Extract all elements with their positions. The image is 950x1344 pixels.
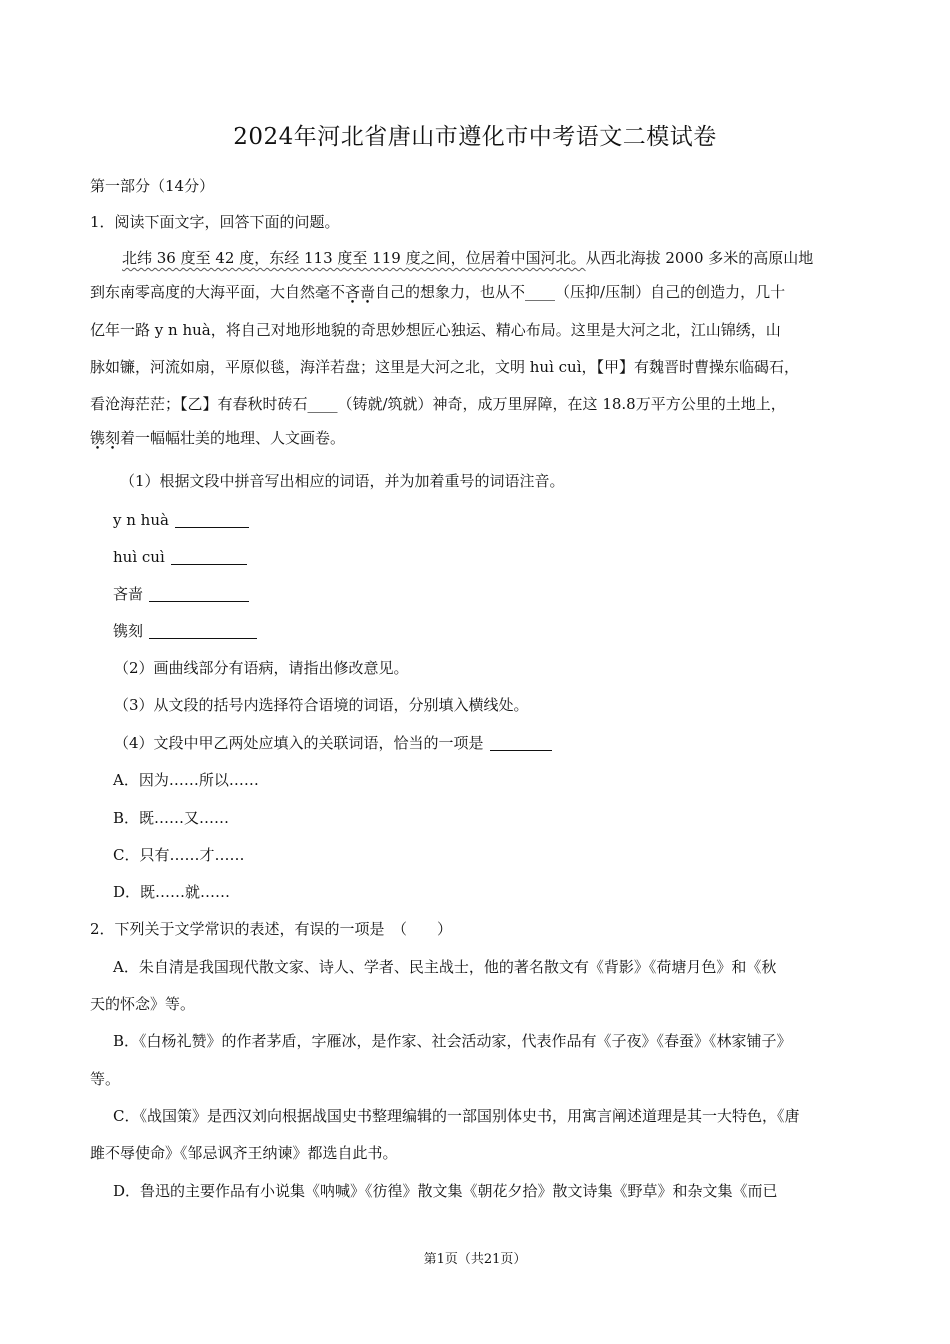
question-1-stem: 1．阅读下面文字，回答下面的问题。	[90, 213, 340, 231]
passage-line-2	[90, 282, 860, 302]
fill-item-3	[113, 584, 860, 604]
passage-line-4: 脉如镰，河流如扇，平原似毯，海洋若盘；这里是大河之北，文明 huì cuì，【甲】有魏晋时曹操东临碣石，	[90, 358, 800, 376]
fill-label: huì cuì	[113, 548, 165, 566]
passage-text: 着一幅幅壮美的地理、人文画卷。	[120, 429, 346, 447]
emphasis-char: 镌	[90, 429, 106, 447]
sub-question-4	[114, 733, 884, 753]
answer-blank[interactable]	[171, 550, 247, 565]
answer-blank[interactable]	[175, 513, 249, 528]
q2-option-c-line1: C．《战国策》是西汉刘向根据战国史书整理编辑的一部国别体史书，用寓言阐述道理是其一大特色，《唐	[113, 1107, 800, 1125]
passage-line-1	[122, 248, 860, 268]
q2-option-d-line1: D．鲁迅的主要作品有小说集《呐喊》《彷徨》散文集《朝花夕拾》散文诗集《野草》和杂文集《而已	[113, 1182, 778, 1200]
fill-label: 镌刻	[113, 622, 144, 640]
answer-blank[interactable]	[149, 587, 249, 602]
part-heading: 第一部分（14分）	[90, 177, 215, 195]
fill-label: y n huà	[113, 511, 169, 529]
q2-option-b-line2: 等。	[90, 1070, 121, 1088]
passage-text: 自己的想象力，也从不____（压抑/压制）自己的创造力，几十	[375, 283, 786, 301]
fill-item-1	[113, 510, 860, 530]
passage-line-5: 看沧海茫茫；【乙】有春秋时砖石____（铸就/筑就）神奇，成万里屏障，在这 18.8万平方公里的土地上，	[90, 395, 786, 413]
emphasis-char: 刻	[105, 429, 121, 447]
emphasis-char: 啬	[360, 283, 376, 301]
passage-text: 到东南零高度的大海平面，大自然毫不	[90, 283, 346, 301]
q2-option-a-line1: A．朱自清是我国现代散文家、诗人、学者、民主战士，他的著名散文有《背影》《荷塘月色》和《秋	[113, 958, 777, 976]
passage-line-3: 亿年一路 y n huà，将自己对地形地貌的奇思妙想匠心独运、精心布局。这里是大河之北，江山锦绣，山	[90, 321, 781, 339]
wavy-underlined-text: 北纬 36 度至 42 度，东经 113 度至 119 度之间，位居着中国河北。	[122, 249, 586, 267]
fill-item-2	[113, 547, 860, 567]
question-2-stem: 2．下列关于文学常识的表述，有误的一项是 （ ）	[90, 920, 453, 938]
passage-text: 从西北海拔 2000 多米的高原山地	[585, 249, 814, 267]
page-footer: 第1页（共21页）	[423, 1252, 527, 1267]
passage-line-6	[90, 428, 860, 448]
q2-option-a-line2: 天的怀念》等。	[90, 995, 196, 1013]
q2-option-b-line1: B．《白杨礼赞》的作者茅盾，字雁冰，是作家、社会活动家，代表作品有《子夜》《春蚕》《林家铺子》	[113, 1032, 792, 1050]
exam-title: 2024年河北省唐山市遵化市中考语文二模试卷	[233, 124, 717, 150]
option-b: B．既……又……	[113, 809, 230, 827]
sub-question-1: （1）根据文段中拼音写出相应的词语，并为加着重号的词语注音。	[120, 472, 565, 490]
fill-item-4	[113, 621, 860, 641]
option-a: A．因为……所以……	[113, 771, 259, 789]
sub-question-2: （2）画曲线部分有语病，请指出修改意见。	[114, 659, 409, 677]
q2-option-c-line2: 雎不辱使命》《邹忌讽齐王纳谏》都选自此书。	[90, 1144, 398, 1162]
fill-label: 吝啬	[113, 585, 144, 603]
answer-blank[interactable]	[149, 624, 257, 639]
option-c: C．只有……才……	[113, 846, 245, 864]
question-text: （4）文段中甲乙两处应填入的关联词语，恰当的一项是	[114, 734, 484, 752]
option-d: D．既……就……	[113, 883, 231, 901]
sub-question-3: （3）从文段的括号内选择符合语境的词语，分别填入横线处。	[114, 696, 529, 714]
emphasis-char: 吝	[345, 283, 361, 301]
answer-blank[interactable]	[490, 736, 552, 751]
